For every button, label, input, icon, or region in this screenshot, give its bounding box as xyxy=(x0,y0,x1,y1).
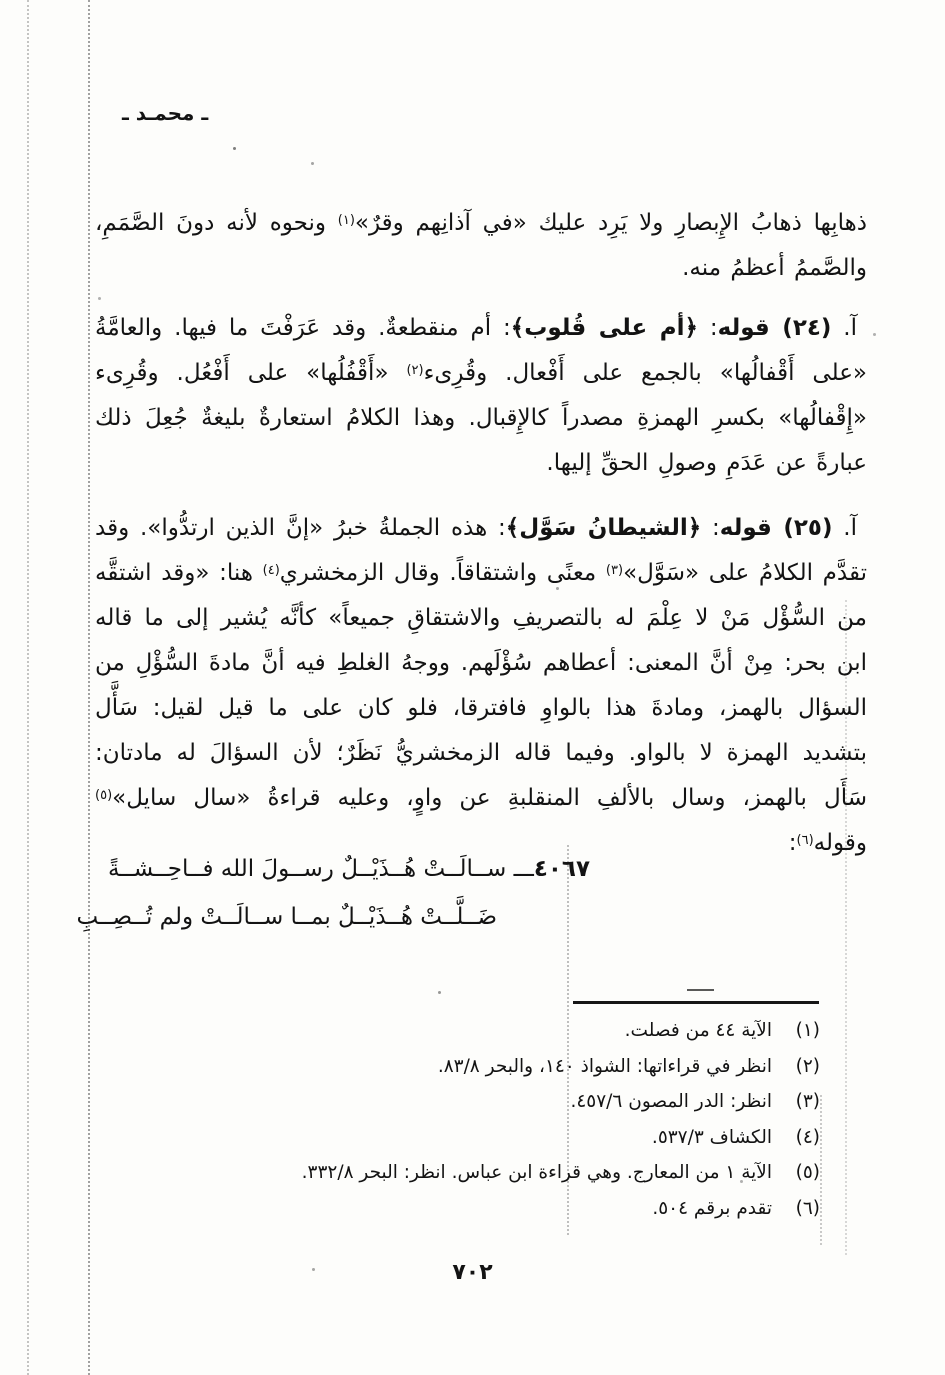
body-text: هنا: «وقد اشتقَّه من السُّؤْل مَنْ لا عِلْمَ له بالتصريفِ والاشتقاقِ جميعاً» كأنَّه يُشير إلى ما قاله ابن بحر: مِنْ أنَّ المعنى: أعطاهم سُؤْلَهم. ووجهُ الغلطِ فيه أنَّ مادةَ السُّؤْلِ من السؤال بالهمز، ومادةَ هذا بالواوِ فافترقا، فلو كان على ما قيل لقيل: سَأَّل بتشديد الهمزة لا بالواو. وفيما قاله الزمخشريُّ نَظَرٌ؛ لأن السؤالَ له مادتان: سَأَل بالهمز، وسال بالألفِ المنقلبةِ عن واوٍ، وعليه قراءةُ «سال سايل» xyxy=(95,560,867,811)
footnote-text: انظر: الدر المصون ٤٥٧/٦. xyxy=(570,1091,772,1112)
footnote-item xyxy=(110,1191,820,1227)
footnote-ref-5: (٥) xyxy=(95,788,113,803)
body-text: معنًى واشتقاقاً. وقال الزمخشري xyxy=(279,560,606,586)
separator: : xyxy=(701,515,720,541)
poetry-verse-first-hemistich xyxy=(108,847,590,892)
scan-fold-line xyxy=(820,1095,822,1245)
scan-fold-line xyxy=(27,0,29,1375)
verse-number-dash: ـــ xyxy=(513,856,534,882)
body-text: وقوله xyxy=(813,830,867,856)
footnote-number: (٣) xyxy=(795,1091,820,1112)
body-text: : هذه الجملةُ خبرُ «إنَّ الذين ارتدُّوا». وقد تقدَّم الكلامُ على «سَوَّل» xyxy=(95,515,867,586)
hemistich-1: ســالَــتْ هُــذَيْــلٌ رســولَ الله فــاحِــشــةً xyxy=(107,856,507,882)
quran-quote: ﴿أم على قُلوب﴾ xyxy=(510,315,698,341)
footnote-ref-1: (١) xyxy=(337,213,355,228)
page-number: ٧٠٢ xyxy=(452,1260,493,1285)
body-text: ذهابِها ذهابُ الإِبصارِ ولا يَرِد عليك «في آذانِهم وقرٌ» xyxy=(354,210,868,236)
body-text: : xyxy=(788,830,797,856)
body-text: «أَقْفُلُها» على أَفْعُل. وقُرِىء «إِقْفالُها» بكسرِ الهمزةِ مصدراً كالإِقبال. وهذا الكلامُ استعارةٌ بليغةٌ جُعِلَ ذلك عبارةً عن عَدَمِ وصولِ الحقِّ إليها. xyxy=(95,360,867,476)
footnotes-block xyxy=(110,1013,820,1226)
footnote-number: (٢) xyxy=(795,1055,820,1077)
section-24-heading: (٢٤) قوله xyxy=(717,315,832,341)
scan-speckles xyxy=(233,147,236,150)
section-25-paragraph xyxy=(95,506,867,866)
body-text: : أم منقطعةٌ. وقد عَرَفْتَ ما فيها. والعامَّةُ «على أَقْفالُها» بالجمع على أَفْعال. وقُرِىء xyxy=(95,315,867,386)
section-25-heading: (٢٥) قوله xyxy=(719,515,833,541)
footnote-text: الكشاف ٥٣٧/٣. xyxy=(651,1126,772,1148)
verse-number: ٤٠٦٧ xyxy=(533,856,590,882)
footnote-separator-rule xyxy=(573,1001,819,1004)
footnote-text: انظر في قراءاتها: الشواذ ١٤٠، والبحر ٨٣/٨. xyxy=(437,1055,772,1077)
footnote-item xyxy=(110,1084,820,1120)
separator: : xyxy=(697,315,718,341)
footnote-number: (١) xyxy=(795,1020,820,1041)
footnote-number: (٦) xyxy=(795,1197,820,1219)
section-24-paragraph xyxy=(95,306,867,486)
aya-marker: آ. xyxy=(832,515,857,541)
footnote-item xyxy=(110,1049,820,1085)
footnote-number: (٥) xyxy=(795,1162,820,1183)
footnote-number: (٤) xyxy=(795,1126,820,1148)
quran-quote: ﴿الشيطانُ سَوَّل﴾ xyxy=(505,515,702,541)
running-head-surah-title: ـ محمـد ـ xyxy=(122,101,209,125)
footnote-item xyxy=(110,1120,820,1156)
footnote-item xyxy=(110,1155,820,1191)
footnote-ref-2: (٢) xyxy=(406,363,424,378)
hemistich-2: ضَــلَّــتْ هُــذَيْــلٌ بمــا ســالَــتْ ولم تُــصِــبِ xyxy=(76,904,497,930)
paragraph-continuation xyxy=(95,201,867,291)
footnote-text: الآية ٤٤ من فصلت. xyxy=(624,1020,772,1041)
scan-fold-line xyxy=(88,0,90,1375)
aya-marker: آ. xyxy=(831,315,858,341)
footnote-ref-3: (٣) xyxy=(605,563,624,578)
footnote-text: الآية ١ من المعارج. وهي قراءة ابن عباس. انظر: البحر ٣٣٢/٨. xyxy=(301,1162,772,1183)
footnote-ref-6: (٦) xyxy=(796,833,814,848)
body-text: ونحوه لأنه دونَ الصَّمَمِ، والصَّممُ أعظمُ منه. xyxy=(95,210,867,281)
footnote-ref-4: (٤) xyxy=(262,563,280,578)
scan-artifact-line xyxy=(687,989,714,991)
poetry-verse-second-hemistich xyxy=(76,895,497,940)
footnote-item xyxy=(110,1013,820,1049)
footnote-text: تقدم برقم ٥٠٤. xyxy=(652,1197,772,1219)
